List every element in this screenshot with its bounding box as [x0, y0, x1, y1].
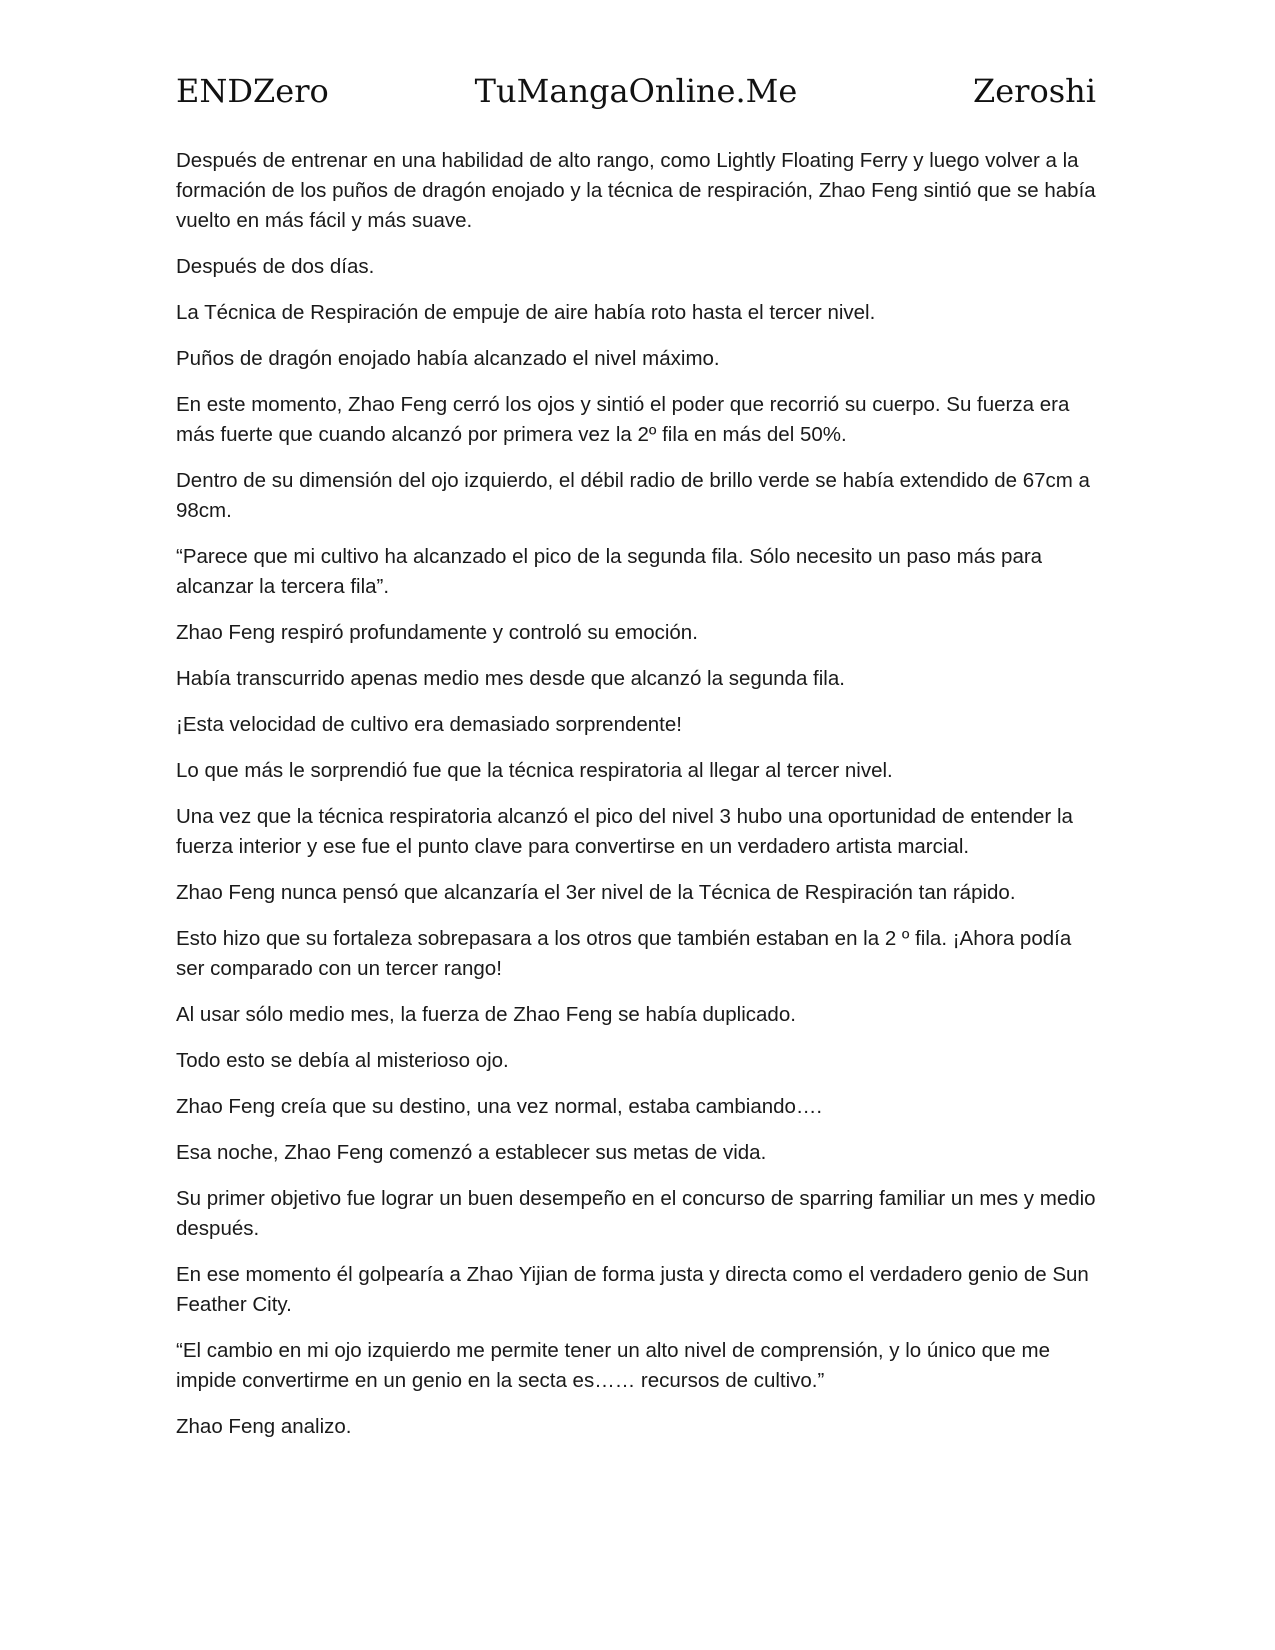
paragraph: Esto hizo que su fortaleza sobrepasara a los otros que también estaban en la 2 º fila. ¡Ahora podía ser comparado con un tercer rango!	[176, 927, 1072, 980]
header-right-credit: Zeroshi	[973, 72, 1096, 110]
paragraph: Puños de dragón enojado había alcanzado el nivel máximo.	[176, 347, 720, 370]
document-body	[176, 146, 1096, 1458]
paragraph: Después de dos días.	[176, 255, 375, 278]
paragraph: En ese momento él golpearía a Zhao Yijian de forma justa y directa como el verdadero genio de Sun Feather City.	[176, 1263, 1089, 1316]
paragraph: “El cambio en mi ojo izquierdo me permite tener un alto nivel de comprensión, y lo único que me impide convertirme en un genio en la secta es…… recursos de cultivo.”	[176, 1339, 1050, 1392]
paragraph: Zhao Feng nunca pensó que alcanzaría el 3er nivel de la Técnica de Respiración tan rápido.	[176, 881, 1016, 904]
paragraph: Su primer objetivo fue lograr un buen desempeño en el concurso de sparring familiar un mes y medio después.	[176, 1187, 1096, 1240]
paragraph: Zhao Feng creía que su destino, una vez normal, estaba cambiando….	[176, 1095, 823, 1118]
paragraph: Había transcurrido apenas medio mes desde que alcanzó la segunda fila.	[176, 667, 845, 690]
paragraph: Zhao Feng analizo.	[176, 1415, 352, 1438]
paragraph: Todo esto se debía al misterioso ojo.	[176, 1049, 509, 1072]
paragraph: En este momento, Zhao Feng cerró los ojos y sintió el poder que recorrió su cuerpo. Su fuerza era más fuerte que cuando alcanzó por primera vez la 2º fila en más del 50%.	[176, 393, 1070, 446]
header-left-credit: ENDZero	[176, 72, 329, 110]
page-header	[176, 72, 1096, 122]
paragraph: “Parece que mi cultivo ha alcanzado el pico de la segunda fila. Sólo necesito un paso más para alcanzar la tercera fila”.	[176, 545, 1043, 598]
paragraph: Después de entrenar en una habilidad de alto rango, como Lightly Floating Ferry y luego volver a la formación de los puños de dragón enojado y la técnica de respiración, Zhao Feng sintió que se había vuelto en más fácil y más suave.	[176, 149, 1096, 232]
paragraph: Esa noche, Zhao Feng comenzó a establecer sus metas de vida.	[176, 1141, 767, 1164]
paragraph: Lo que más le sorprendió fue que la técnica respiratoria al llegar al tercer nivel.	[176, 759, 893, 782]
paragraph: ¡Esta velocidad de cultivo era demasiado sorprendente!	[176, 713, 682, 736]
paragraph: Al usar sólo medio mes, la fuerza de Zhao Feng se había duplicado.	[176, 1003, 796, 1026]
paragraph: Una vez que la técnica respiratoria alcanzó el pico del nivel 3 hubo una oportunidad de entender la fuerza interior y ese fue el punto clave para convertirse en un verdadero artista marcial.	[176, 805, 1073, 858]
paragraph: Dentro de su dimensión del ojo izquierdo, el débil radio de brillo verde se había extendido de 67cm a 98cm.	[176, 469, 1090, 522]
paragraph: La Técnica de Respiración de empuje de aire había roto hasta el tercer nivel.	[176, 301, 876, 324]
header-center-site: TuMangaOnline.Me	[474, 72, 798, 110]
paragraph: Zhao Feng respiró profundamente y controló su emoción.	[176, 621, 698, 644]
